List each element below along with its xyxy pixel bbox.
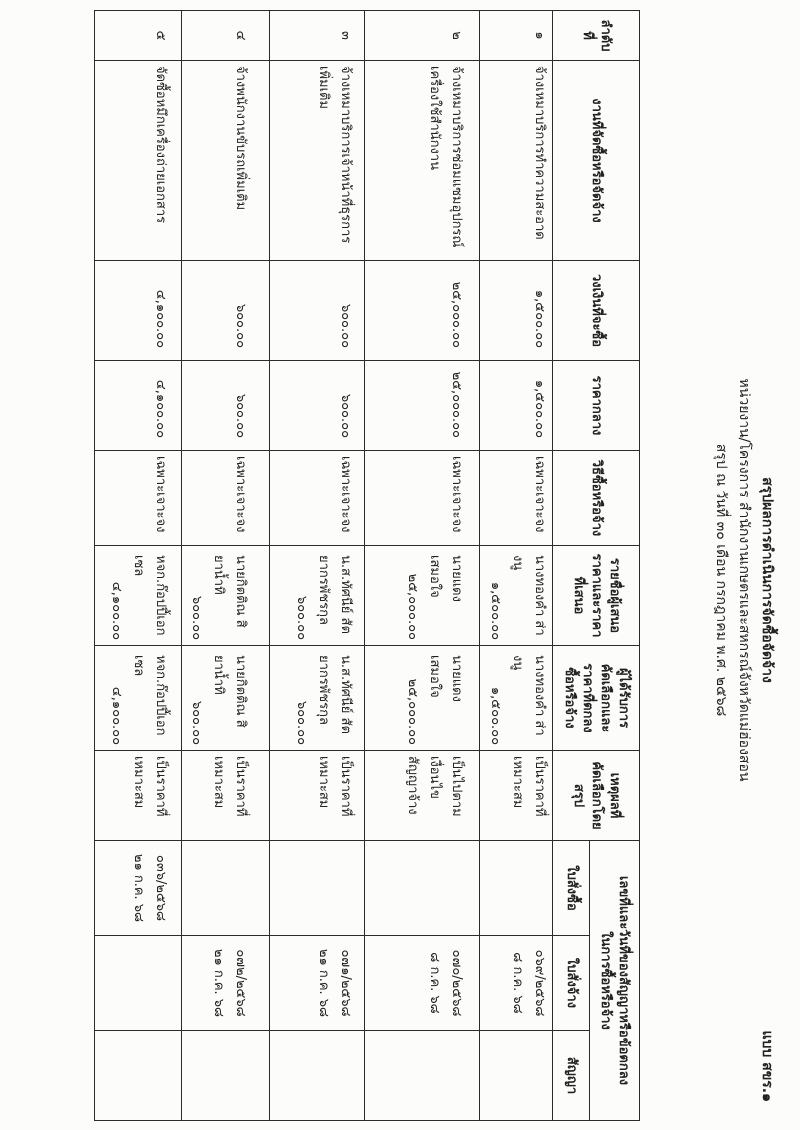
header-line: ที่เสนอ [571,576,586,615]
winner-name: นายแดง เสมอใจ [427,655,464,702]
winner-name: ยากรพัชรกุล [316,655,331,725]
header-method: วิธีซื้อหรือจ้าง [553,451,640,546]
bidder-price: ๖๐๐.๐๐ [189,595,204,640]
document-line: ๘ ก.ค. ๖๘ [510,952,525,1014]
cell-contract [270,1031,365,1121]
cell-budget: ๑,๕๐๐.๐๐ [480,261,553,361]
cell-winner [182,646,270,751]
item-line: เครื่องใช้สำนักงาน [427,66,442,170]
header-budget: วงเงินที่จะซื้อ [553,261,640,361]
cell-method: เฉพาะเจาะจง [270,451,365,546]
cell-no: ๒ [365,11,480,61]
cell-winner [270,646,365,751]
header-line: ผู้ได้รับการ [616,668,631,728]
cell-reason [182,751,270,841]
cell-budget: ๒๕,๐๐๐.๐๐ [365,261,480,361]
winner-price: ๑,๕๐๐.๐๐ [488,686,503,745]
cell-item [365,61,480,261]
cell-purchase-order [182,841,270,936]
cell-reason [270,751,365,841]
table-row [95,11,182,1121]
cell-contract [365,1031,480,1121]
item-line: เพิ่มเติม [316,66,331,110]
cell-item [480,61,553,261]
item-line: จัดซื้อหมึกเครื่องถ่ายเอกสาร [153,66,168,224]
document-line: ๐๖๙/๒๕๖๘ [532,949,547,1017]
header-contract: สัญญา [553,1031,590,1121]
cell-winner [480,646,553,751]
bidder-name: ยากรพัชรกุล [316,555,331,625]
table-body [95,11,553,1121]
cell-item [95,61,182,261]
cell-bidder [270,546,365,646]
cell-purchase-order [480,841,553,936]
winner-price: ๖๐๐.๐๐ [189,700,204,745]
winner-name: นางทองคำ ส่างนู [510,655,547,736]
cell-budget: ๖๐๐.๐๐ [182,261,270,361]
table-row [182,11,270,1121]
header-line: ราคาและราคา [589,553,604,638]
document-line: ๐๓๖/๒๕๖๘ [153,854,168,922]
cell-hire-order [182,936,270,1031]
procurement-table [94,10,640,1121]
document-line: ๒๑ ก.ค. ๖๘ [131,853,146,923]
cell-bidder [365,546,480,646]
header-line: เหตุผลที่ [607,772,622,819]
bidder-price: ๔,๑๐๐.๐๐ [109,581,124,640]
header-median-price: ราคากลาง [553,361,640,451]
cell-purchase-order [270,841,365,936]
cell-median-price: ๖๐๐.๐๐ [270,361,365,451]
reason-line: เหมาะสม [211,756,226,809]
bidder-price: ๖๐๐.๐๐ [294,595,309,640]
form-code: แบบ สขร.๑ [759,1030,775,1102]
agency-line: หน่วยงาน/โครงการ สำนักงานเกษตรและสหกรณ์จังหวัดแม่ฮ่องสอน [736,378,752,782]
item-line: จ้างเหมาบริการซ่อมแซมอุปกรณ์ [449,66,464,248]
cell-median-price: ๔,๑๐๐.๐๐ [95,361,182,451]
cell-no: ๓ [270,11,365,61]
winner-price: ๔,๑๐๐.๐๐ [109,686,124,745]
item-line: จ้างเหมาบริการทำความสะอาด [532,66,547,240]
bidder-price: ๑,๕๐๐.๐๐ [488,581,503,640]
cell-purchase-order [95,841,182,936]
bidder-name: หจก.ก๊อปปี้เอก [153,555,168,636]
summary-date-line: สรุป ณ วันที่ ๓๐ เดือน กรกฎาคม พ.ศ. ๒๕๖๘ [713,443,729,717]
header-documents [590,841,640,1121]
header-line: รายชื่อผู้เสนอ [607,557,622,634]
cell-reason [365,751,480,841]
document-line: ๐๗๒/๒๕๖๘ [233,949,248,1017]
header-line: ลำดับ [598,19,613,52]
cell-no: ๕ [95,11,182,61]
cell-contract [95,1031,182,1121]
bidder-price: ๒๕,๐๐๐.๐๐ [405,573,420,640]
header-line: ซื้อหรือจ้าง [562,667,577,729]
cell-contract [182,1031,270,1121]
winner-name: ยาน้ำทิ [211,655,226,695]
reason-line: เป็นราคาที่ [532,756,547,817]
cell-reason [480,751,553,841]
reason-line: เป็นราคาที่ [233,756,248,817]
cell-bidder [95,546,182,646]
winner-price: ๒๕,๐๐๐.๐๐ [405,678,420,745]
header-reason [553,751,640,841]
cell-hire-order [365,936,480,1031]
bidder-name: ยาน้ำทิ [211,555,226,595]
header-line: คัดเลือกโดย [589,761,604,830]
header-winner [553,646,640,751]
reason-line: เป็นราคาที่ [338,756,353,817]
reason-line: เหมาะสม [131,756,146,809]
cell-method: เฉพาะเจาะจง [365,451,480,546]
table-row [270,11,365,1121]
table-header [553,11,640,1121]
reason-line: สัญญาจ้าง [405,756,420,815]
cell-contract [480,1031,553,1121]
document-line: ๐๗๑/๒๕๖๘ [338,949,353,1017]
item-line: จ้างเหมาบริการเจ้าหน้าที่ธุรการ [338,66,353,244]
reason-line: เหมาะสม [510,756,525,809]
document-line: ๒๑ ก.ค. ๖๘ [211,948,226,1018]
cell-budget: ๔,๑๐๐.๐๐ [95,261,182,361]
header-line: ที่ [580,31,595,40]
cell-hire-order [480,936,553,1031]
item-line: จ้างพนักงานขับรถเพิ่มเติม [233,66,248,211]
bidder-name: นายแดง เสมอใจ [427,555,464,602]
header-item: งานที่จัดซื้อหรือจัดจ้าง [553,61,640,261]
cell-winner [95,646,182,751]
header-purchase-order: ใบสั่งซื้อ [553,841,590,936]
winner-price: ๖๐๐.๐๐ [294,700,309,745]
cell-median-price: ๑,๕๐๐.๐๐ [480,361,553,451]
document-title [709,30,778,1130]
header-line: เลขที่และวันที่ของสัญญาหรือข้อตกลง [616,875,632,1086]
bidder-name: นางทองคำ ส่างนู [510,555,547,636]
winner-name: เซล [131,655,146,677]
cell-method: เฉพาะเจาะจง [95,451,182,546]
cell-bidder [480,546,553,646]
reason-line: เงื่อนไข [427,756,442,799]
winner-name: หจก.ก๊อปปี้เอก [153,655,168,736]
cell-budget: ๖๐๐.๐๐ [270,261,365,361]
bidder-name: นายกิตติณ สิ [233,555,248,628]
bidder-name: เซล [131,555,146,577]
cell-winner [365,646,480,751]
table-row [480,11,553,1121]
cell-item [182,61,270,261]
header-line: สรุป [571,783,586,808]
cell-hire-order [270,936,365,1031]
winner-name: น.ส.ทัศนีย์ สัต [338,655,353,734]
winner-name: นายกิตติณ สิ [233,655,248,728]
header-bidder [553,546,640,646]
bidder-name: น.ส.ทัศนีย์ สัต [338,555,353,634]
title-line: สรุปผลการดำเนินการจัดซื้อจัดจ้าง [759,477,775,683]
cell-median-price: ๖๐๐.๐๐ [182,361,270,451]
document-line: ๐๗๐/๒๕๖๘ [449,949,464,1017]
header-no [553,11,640,61]
cell-median-price: ๒๕,๐๐๐.๐๐ [365,361,480,451]
cell-hire-order [95,936,182,1031]
document-line: ๒๑ ก.ค. ๖๘ [316,948,331,1018]
header-hire-order: ใบสั่งจ้าง [553,936,590,1031]
cell-no: ๑ [480,11,553,61]
table-row [365,11,480,1121]
header-line: คัดเลือกและ [598,663,613,733]
cell-no: ๔ [182,11,270,61]
reason-line: เป็นไปตาม [449,756,464,817]
reason-line: เหมาะสม [316,756,331,809]
cell-purchase-order [365,841,480,936]
reason-line: เป็นราคาที่ [153,756,168,817]
cell-reason [95,751,182,841]
document-line: ๘ ก.ค. ๖๘ [427,952,442,1014]
header-line: ราคาที่ตกลง [580,663,595,733]
cell-method: เฉพาะเจาะจง [182,451,270,546]
cell-item [270,61,365,261]
cell-bidder [182,546,270,646]
header-line: ในการซื้อหรือจ้าง [598,931,614,1030]
header-row [590,11,640,1121]
cell-method: เฉพาะเจาะจง [480,451,553,546]
